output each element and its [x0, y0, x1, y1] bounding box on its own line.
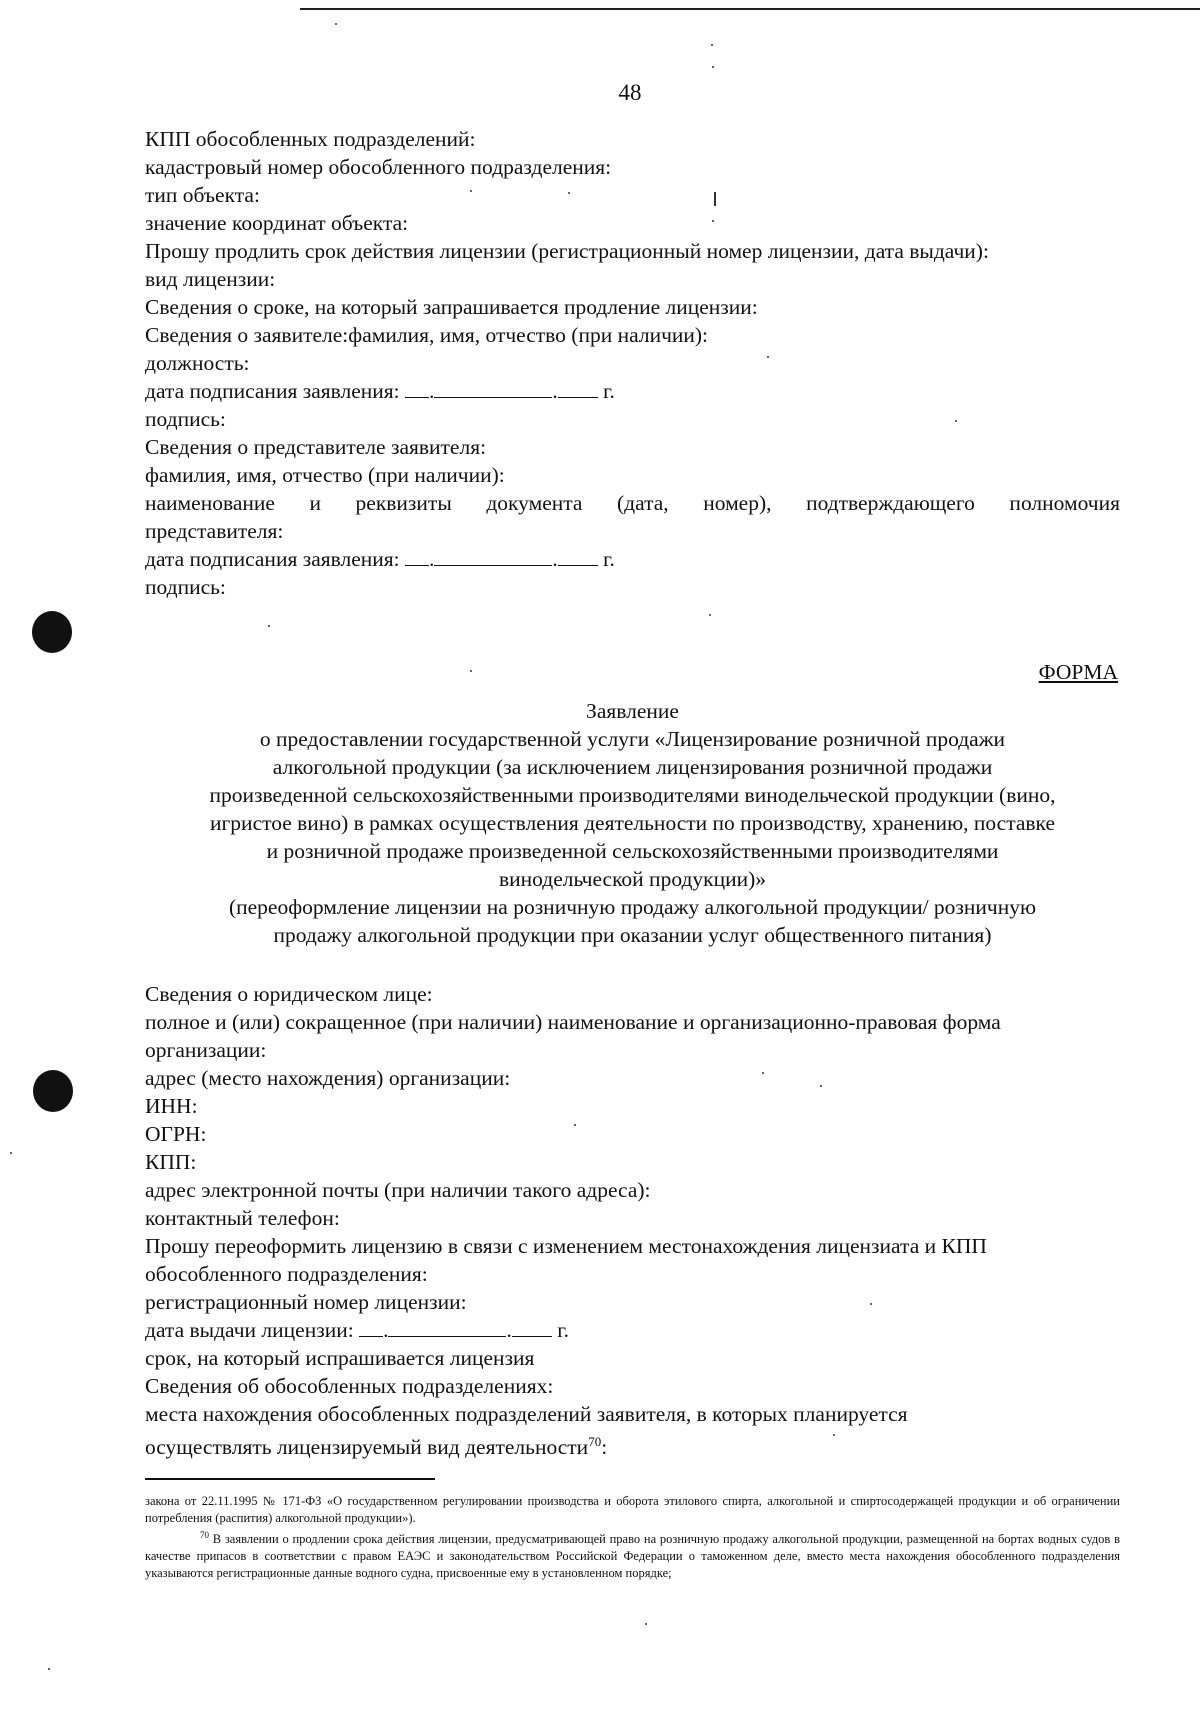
scan-speck [767, 356, 769, 358]
year-suffix: г. [557, 1318, 569, 1342]
scan-speck [335, 23, 337, 25]
title-line: и розничной продаже произведенной сельскохозяйственными производителями [266, 839, 999, 863]
scan-speck [470, 190, 472, 192]
legal-entity-section [145, 980, 1120, 1461]
text-line: вид лицензии: [145, 267, 276, 291]
issue-date-label: дата выдачи лицензии: [145, 1318, 354, 1342]
title-heading: Заявление [586, 699, 679, 723]
legal-entity-heading: Сведения о юридическом лице: [145, 982, 433, 1006]
scan-speck [820, 1085, 822, 1087]
activity-colon: : [601, 1435, 608, 1460]
text-line: регистрационный номер лицензии: [145, 1290, 467, 1314]
representative-heading: Сведения о представителе заявителя: [145, 435, 487, 459]
scan-top-line [300, 8, 1200, 10]
title-line: винодельческой продукции)» [498, 867, 767, 891]
representative-document-label: наименование и реквизиты документа (дата, номер), подтверждающего полномочия [145, 491, 1120, 515]
scan-speck [10, 1152, 12, 1154]
footnotes [145, 1493, 1120, 1582]
representative-name-label: фамилия, имя, отчество (при наличии): [145, 463, 505, 487]
activity-label: осуществлять лицензируемый вид деятельности [145, 1435, 589, 1460]
year-blank[interactable] [558, 547, 598, 566]
footnote-divider [145, 1478, 435, 1480]
text-line: Сведения о сроке, на который запрашивается продление лицензии: [145, 295, 758, 319]
text-line: срок, на который испрашивается лицензия [145, 1346, 535, 1370]
scan-speck [645, 1623, 647, 1625]
text-line: значение координат объекта: [145, 211, 409, 235]
title-line: алкогольной продукции (за исключением лицензирования розничной продажи [272, 755, 993, 779]
text-line: должность: [145, 351, 250, 375]
year-blank[interactable] [512, 1318, 552, 1337]
organization-name-cont: организации: [145, 1038, 267, 1062]
scan-speck [955, 420, 957, 422]
form-label: ФОРМА [1038, 660, 1118, 684]
signing-date-line: дата подписания заявления: . . г. [145, 379, 615, 403]
activity-line [145, 1428, 1120, 1461]
title-line: игристое вино) в рамках осуществления деятельности по производству, хранению, поставке [209, 811, 1056, 835]
text-line: Прошу переоформить лицензию в связи с изменением местонахождения лицензиата и КПП [145, 1234, 987, 1258]
organization-name-label: полное и (или) сокращенное (при наличии) наименование и организационно-правовая форма [145, 1010, 1001, 1034]
footnote-text: В заявлении о продлении срока действия лицензии, предусматривающей право на розничную продажу алкогольной продукции, размещенной на бортах водных судов в качестве припасов в соответствии с правом ЕАЭС и законодательством Российской Федерации о таможенном деле, вместо места нахождения обособленного подразделения указываются регистрационные данные водного судна, присвоенные ему в установленном порядке; [145, 1532, 1120, 1581]
text-line: места нахождения обособленных подразделений заявителя, в которых планируется [145, 1402, 908, 1426]
scan-speck [470, 670, 472, 672]
footnote-70 [145, 1527, 1120, 1582]
signature-label: подпись: [145, 575, 226, 599]
scan-speck [568, 192, 570, 194]
year-suffix: г. [603, 547, 615, 571]
title-line: продажу алкогольной продукции при оказании услуг общественного питания) [273, 923, 992, 947]
title-line: произведенной сельскохозяйственными производителями винодельческой продукции (вино, [209, 783, 1056, 807]
month-blank[interactable] [434, 379, 552, 398]
text-line: адрес (место нахождения) организации: [145, 1066, 511, 1090]
scan-speck [574, 1124, 576, 1126]
month-blank[interactable] [388, 1318, 506, 1337]
scan-speck [711, 44, 713, 46]
scan-speck [712, 220, 714, 222]
footnote-number: 70 [200, 1530, 209, 1540]
signature-label: подпись: [145, 407, 226, 431]
signing-date-line: дата подписания заявления: . . г. [145, 547, 615, 571]
title-line: о предоставлении государственной услуги «Лицензирование розничной продажи [259, 727, 1006, 751]
text-line: Прошу продлить срок действия лицензии (регистрационный номер лицензии, дата выдачи): [145, 239, 989, 263]
top-section [145, 125, 1120, 601]
month-blank[interactable] [434, 547, 552, 566]
scan-speck [714, 192, 716, 206]
application-title [145, 697, 1120, 949]
issue-date-line: дата выдачи лицензии: . . г. [145, 1318, 569, 1342]
text-line: КПП: [145, 1150, 197, 1174]
text-line: кадастровый номер обособленного подразделения: [145, 155, 612, 179]
text-line: Сведения о заявителе:фамилия, имя, отчество (при наличии): [145, 323, 709, 347]
scan-speck [833, 1434, 835, 1436]
scan-speck [48, 1668, 50, 1670]
text-line: адрес электронной почты (при наличии такого адреса): [145, 1178, 651, 1202]
text-line: тип объекта: [145, 183, 260, 207]
day-blank[interactable] [405, 547, 429, 566]
title-line: (переоформление лицензии на розничную продажу алкогольной продукции/ розничную [228, 895, 1037, 919]
scan-speck [268, 625, 270, 627]
scan-speck [712, 66, 714, 68]
scan-speck [870, 1303, 872, 1305]
text-line: контактный телефон: [145, 1206, 340, 1230]
text-line: Сведения об обособленных подразделениях: [145, 1374, 554, 1398]
scan-speck [762, 1072, 764, 1074]
day-blank[interactable] [405, 379, 429, 398]
signing-date-label: дата подписания заявления: [145, 379, 400, 403]
hole-punch-mark [33, 1070, 73, 1112]
footnote-continuation: закона от 22.11.1995 № 171-ФЗ «О государственном регулировании производства и оборота этилового спирта, алкогольной и спиртосодержащей продукции и об ограничении потребления (распития) алкогольной продукции»). [145, 1494, 1120, 1525]
footnote-ref[interactable]: 70 [588, 1434, 602, 1449]
signing-date-label: дата подписания заявления: [145, 547, 400, 571]
text-line: КПП обособленных подразделений: [145, 127, 476, 151]
day-blank[interactable] [359, 1318, 383, 1337]
year-suffix: г. [603, 379, 615, 403]
text-line: обособленного подразделения: [145, 1262, 428, 1286]
hole-punch-mark [32, 611, 72, 653]
text-line: ОГРН: [145, 1122, 207, 1146]
text-line: ИНН: [145, 1094, 198, 1118]
page-number: 48 [618, 80, 642, 105]
representative-document-cont: представителя: [145, 519, 284, 543]
scan-speck [709, 614, 711, 616]
year-blank[interactable] [558, 379, 598, 398]
